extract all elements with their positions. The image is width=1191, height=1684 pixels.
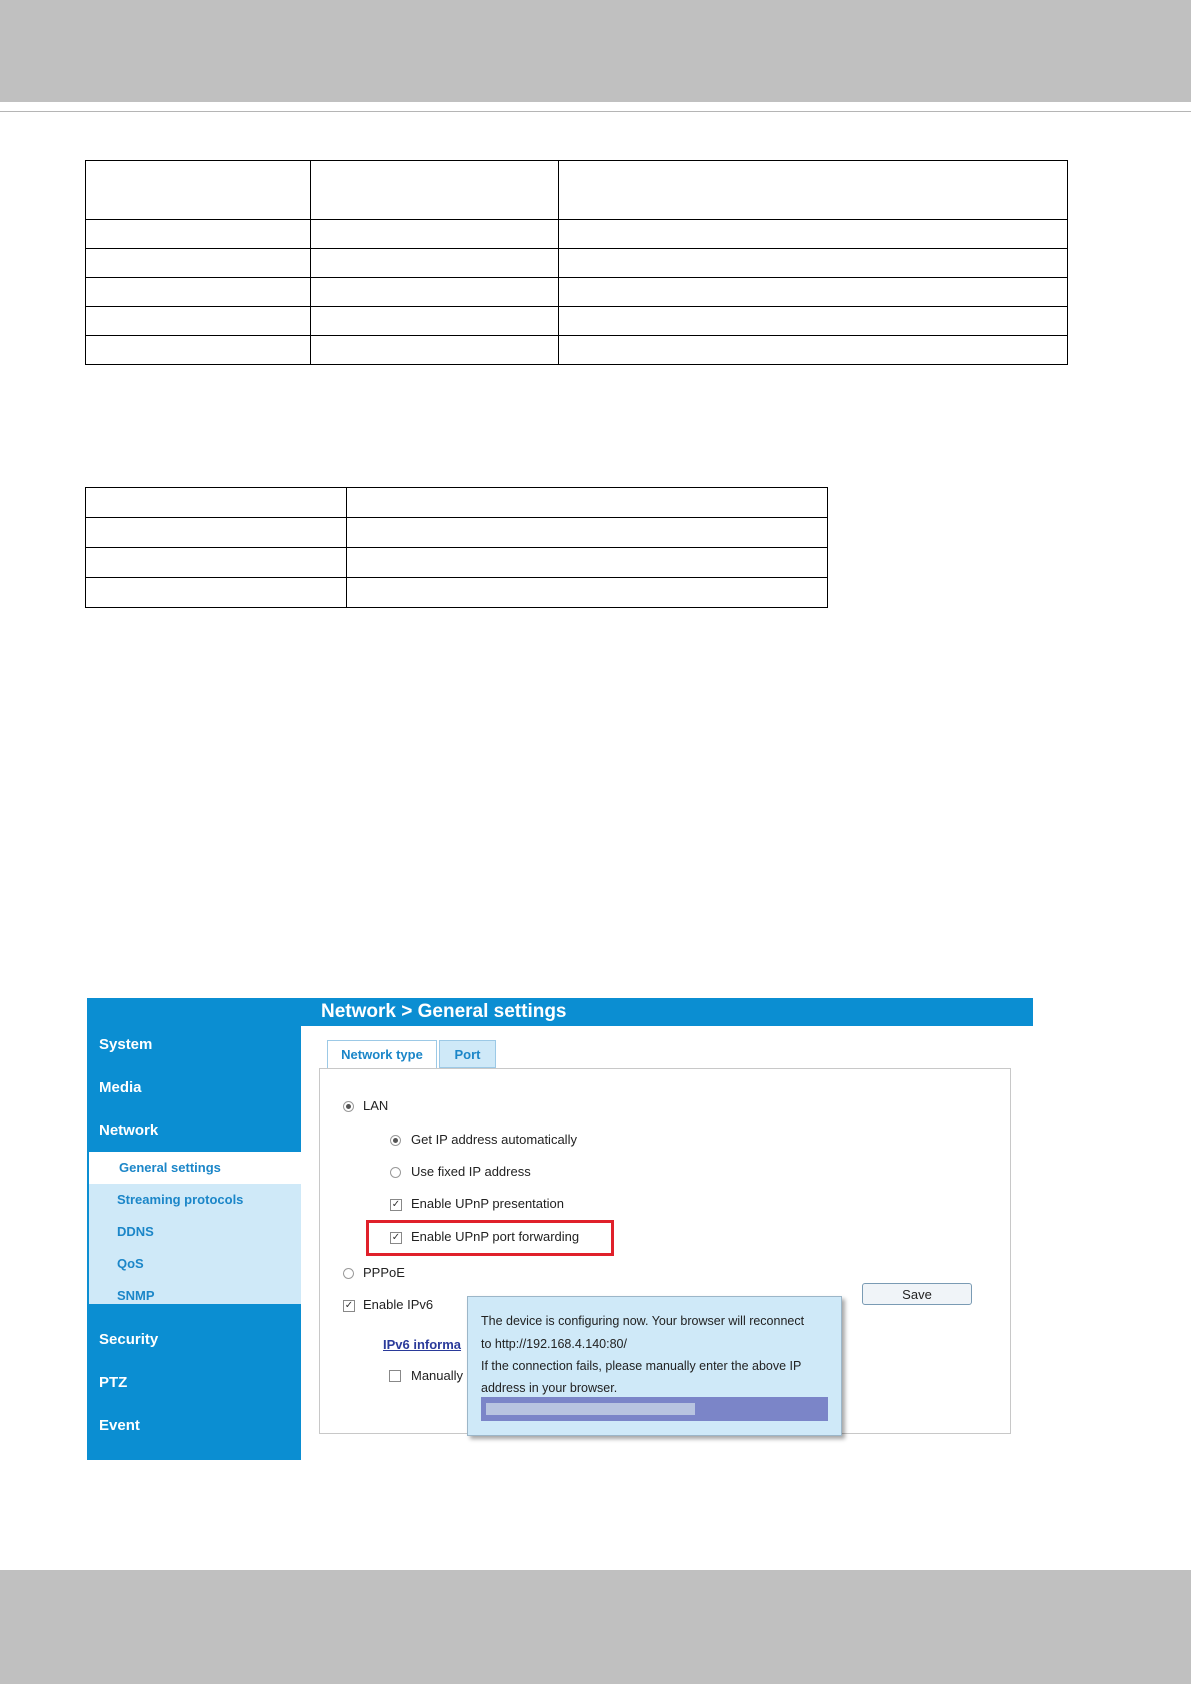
- sidebar-subitem-snmp[interactable]: SNMP: [117, 1288, 155, 1303]
- sidebar-item-ptz[interactable]: PTZ: [99, 1374, 128, 1391]
- fixed-ip-label: Use fixed IP address: [411, 1164, 531, 1179]
- get-ip-radio[interactable]: [390, 1135, 401, 1146]
- ipv6-label: Enable IPv6: [363, 1297, 434, 1312]
- save-button[interactable]: Save: [862, 1283, 972, 1305]
- dialog-line-4: address in your browser.: [481, 1381, 618, 1395]
- progress-fill: [486, 1403, 695, 1415]
- progress-bar: [481, 1397, 828, 1421]
- sidebar-subitem-general-settings[interactable]: General settings: [119, 1160, 221, 1175]
- upnp-forwarding-label: Enable UPnP port forwarding: [411, 1229, 580, 1244]
- sidebar-item-network[interactable]: Network: [99, 1122, 159, 1139]
- get-ip-label: Get IP address automatically: [411, 1132, 577, 1147]
- dialog-line-1: The device is configuring now. Your browser will reconnect: [481, 1314, 805, 1328]
- tab-network-type[interactable]: Network type: [327, 1040, 437, 1068]
- sidebar-item-event[interactable]: Event: [99, 1417, 140, 1434]
- blank-table-2: [85, 487, 828, 608]
- blank-table-1: [85, 160, 1068, 365]
- upnp-forwarding-checkbox[interactable]: ✓: [391, 1232, 401, 1243]
- sidebar-subitem-streaming-protocols[interactable]: Streaming protocols: [117, 1192, 244, 1207]
- sidebar-subitem-qos[interactable]: QoS: [117, 1256, 144, 1271]
- network-settings-screenshot: [87, 998, 1033, 1460]
- ipv6-checkbox[interactable]: ✓: [344, 1300, 354, 1311]
- lan-label: LAN: [363, 1098, 389, 1113]
- tab-port[interactable]: Port: [439, 1040, 496, 1068]
- upnp-presentation-label: Enable UPnP presentation: [411, 1196, 564, 1211]
- sidebar-item-system[interactable]: System: [99, 1036, 153, 1053]
- sidebar-item-security[interactable]: Security: [99, 1331, 159, 1348]
- dialog-line-2: to http://192.168.4.140:80/: [481, 1337, 627, 1351]
- highlight-box: [366, 1220, 614, 1256]
- ipv6-info-link[interactable]: IPv6 informa: [383, 1337, 462, 1352]
- pppoe-radio[interactable]: [343, 1268, 354, 1279]
- sidebar-subitem-ddns[interactable]: DDNS: [117, 1224, 154, 1239]
- reconnect-dialog: [467, 1296, 842, 1436]
- manually-checkbox[interactable]: [389, 1370, 401, 1382]
- upnp-presentation-checkbox[interactable]: ✓: [391, 1199, 401, 1210]
- header-rule: [0, 111, 1191, 112]
- dialog-line-3: If the connection fails, please manually enter the above IP: [481, 1359, 802, 1373]
- sidebar-item-media[interactable]: Media: [99, 1079, 142, 1096]
- lan-radio[interactable]: [343, 1101, 354, 1112]
- page-title: Network > General settings: [301, 998, 1033, 1026]
- fixed-ip-radio[interactable]: [390, 1167, 401, 1178]
- sidebar: [87, 998, 301, 1460]
- manually-label: Manually: [411, 1368, 464, 1383]
- pppoe-label: PPPoE: [363, 1265, 405, 1280]
- page-footer-band: [0, 1570, 1191, 1684]
- page-header-band: [0, 0, 1191, 102]
